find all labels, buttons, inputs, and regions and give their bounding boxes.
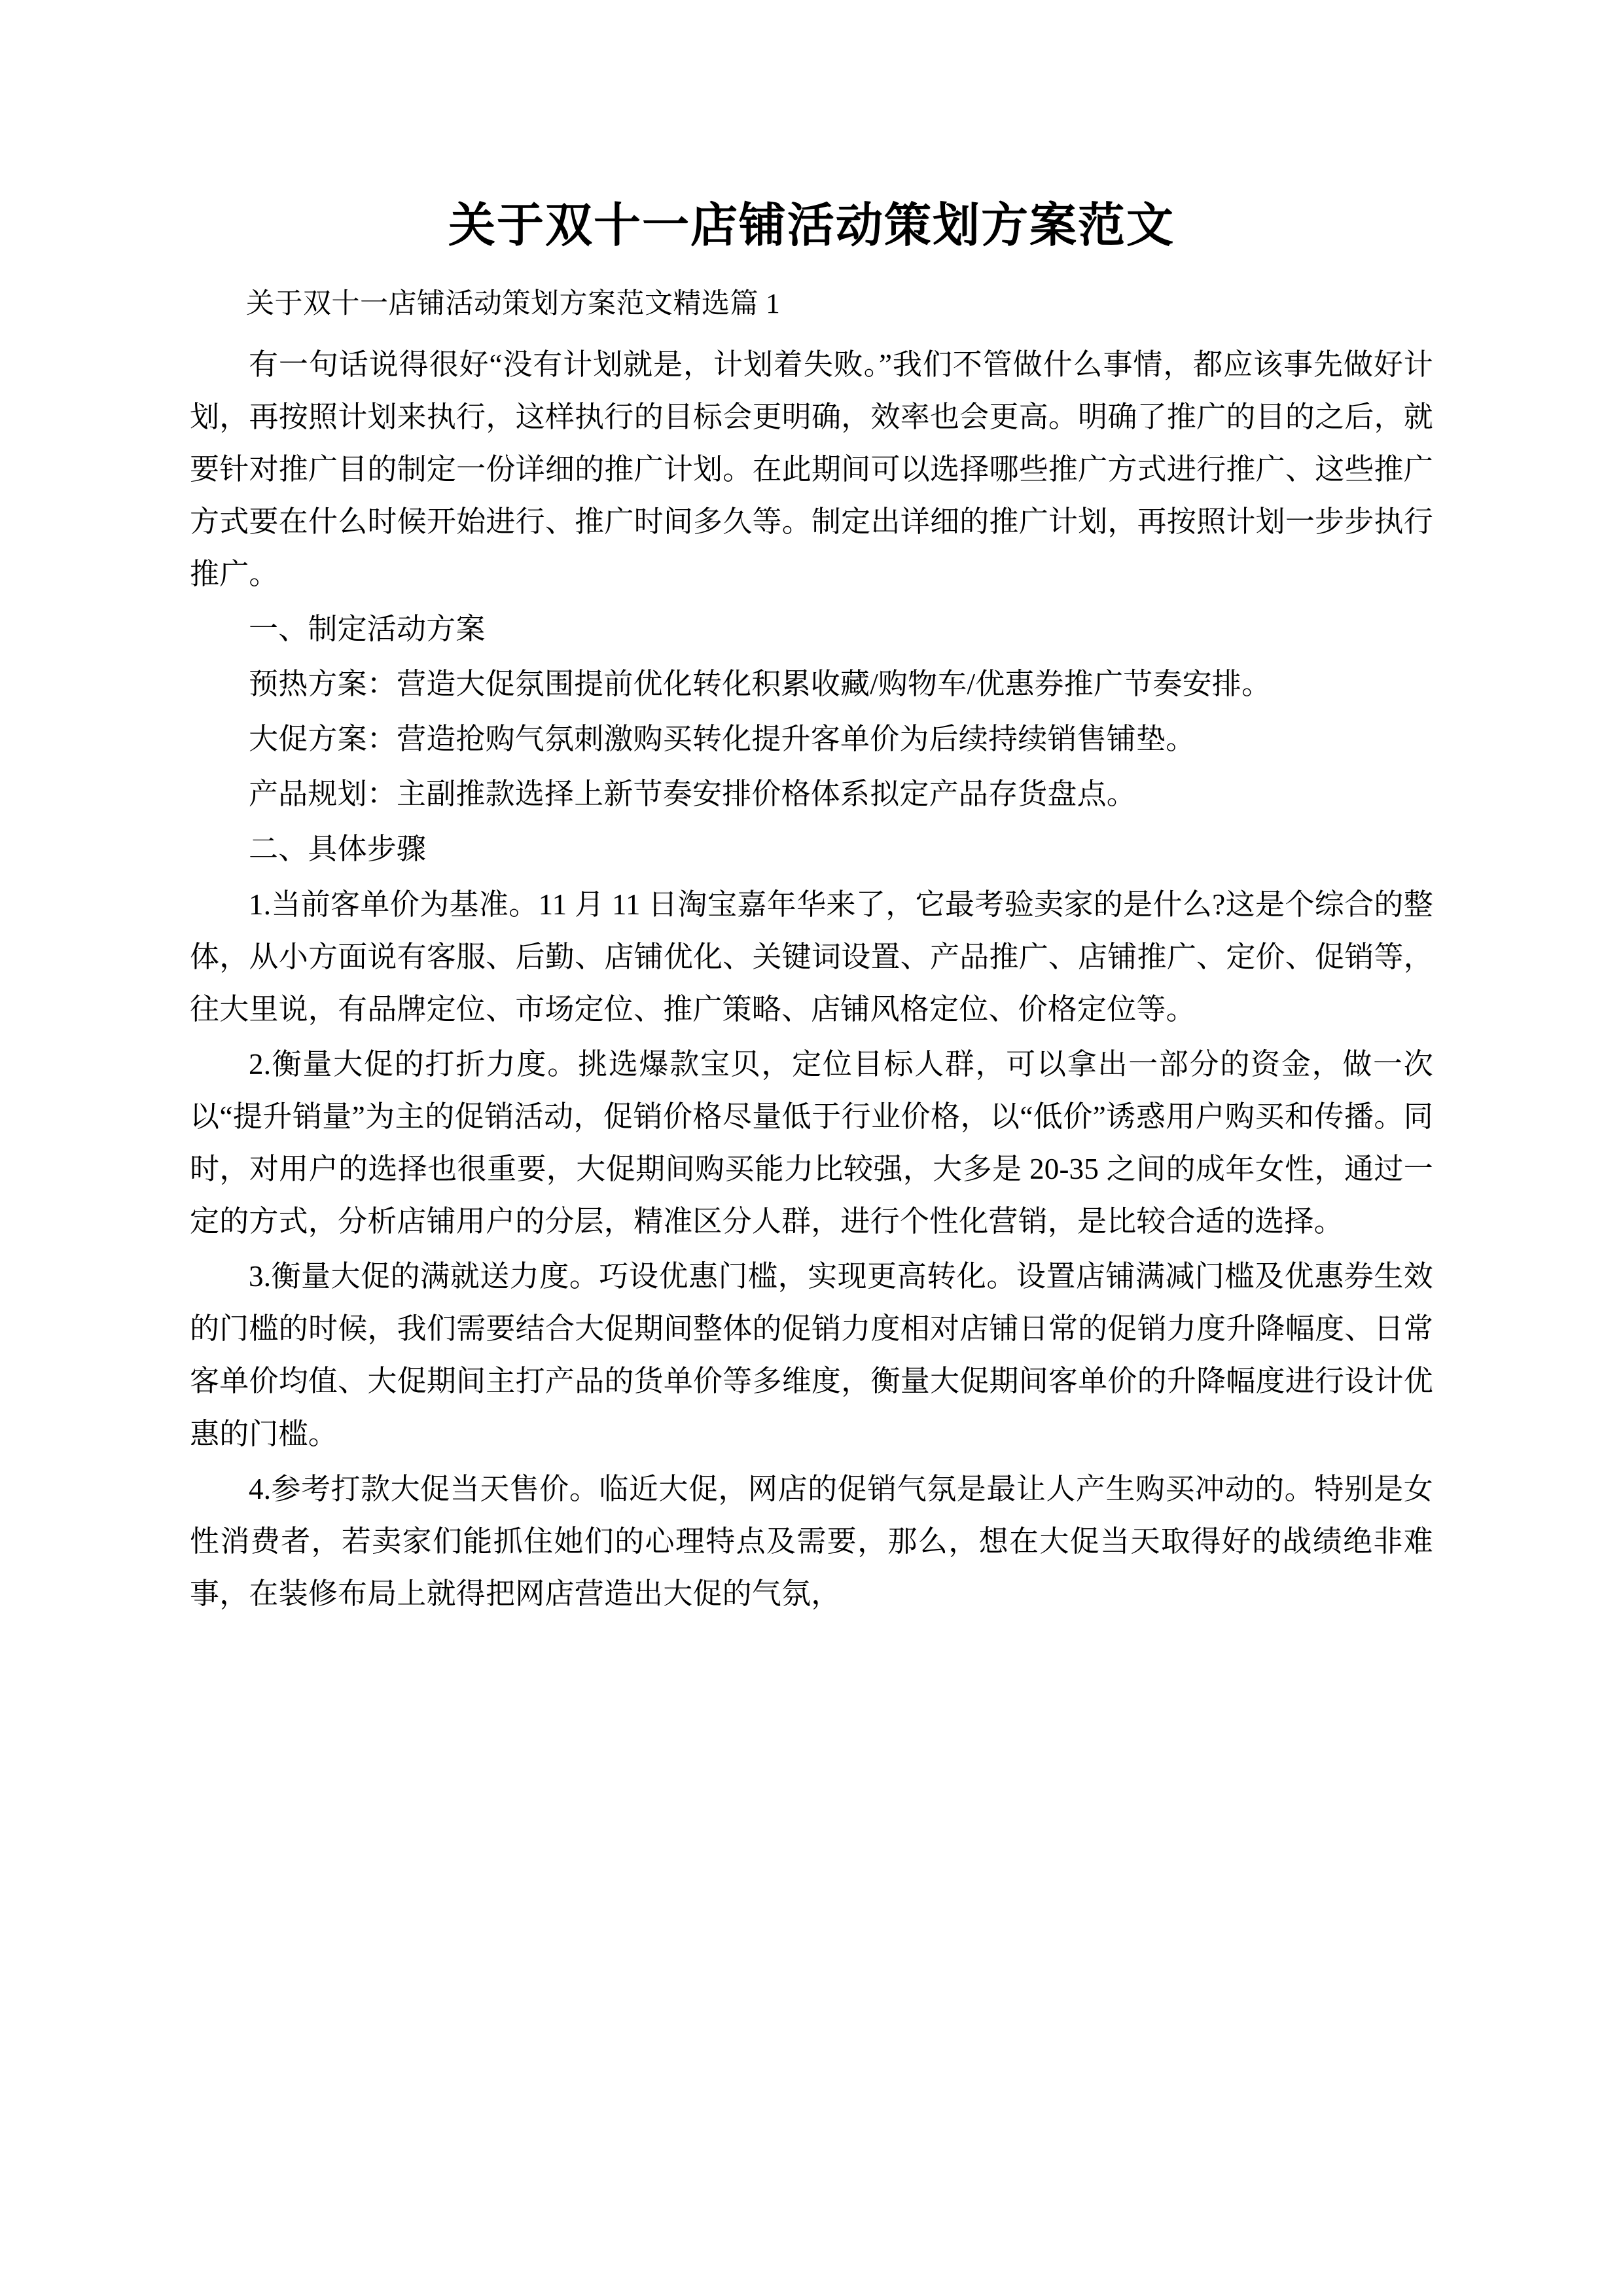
paragraph-preheat-plan: 预热方案：营造大促氛围提前优化转化积累收藏/购物车/优惠券推广节奏安排。 — [249, 668, 1272, 701]
paragraph-product-plan: 产品规划：主副推款选择上新节奏安排价格体系拟定产品存货盘点。 — [249, 778, 1137, 811]
page-title: 关于双十一店铺活动策划方案范文 — [448, 200, 1175, 252]
heading-section-one: 一、制定活动方案 — [249, 613, 486, 646]
paragraph-intro: 有一句话说得很好“没有计划就是，计划着失败。”我们不管做什么事情，都应该事先做好计划，再按照计划来执行，这样执行的目标会更明确，效率也会更高。明确了推广的目的之后，就要针对推广目的制定一份详细的推广计划。在此期间可以选择哪些推广方式进行推广、这些推广方式要在什么时候开始进行、推广时间多久等。制定出详细的推广计划，再按照计划一步步执行推广。 — [190, 348, 1433, 591]
document-subtitle: 关于双十一店铺活动策划方案范文精选篇 1 — [246, 289, 781, 319]
paragraph-step-4: 4.参考打款大促当天售价。临近大促，网店的促销气氛是最让人产生购买冲动的。特别是女性消费者，若卖家们能抓住她们的心理特点及需要，那么，想在大促当天取得好的战绩绝非难事，在装修布局上就得把网店营造出大促的气氛， — [190, 1472, 1433, 1610]
paragraph-promo-plan: 大促方案：营造抢购气氛刺激购买转化提升客单价为后续持续销售铺垫。 — [249, 723, 1196, 756]
paragraph-step-1: 1.当前客单价为基准。11 月 11 日淘宝嘉年华来了，它最考验卖家的是什么?这是个综合的整体，从小方面说有客服、后勤、店铺优化、关键词设置、产品推广、店铺推广、定价、促销等，往大里说，有品牌定位、市场定位、推广策略、店铺风格定位、价格定位等。 — [190, 888, 1433, 1026]
paragraph-step-2: 2.衡量大促的打折力度。挑选爆款宝贝，定位目标人群，可以拿出一部分的资金，做一次以“提升销量”为主的促销活动，促销价格尽量低于行业价格，以“低价”诱惑用户购买和传播。同时，对用户的选择也很重要，大促期间购买能力比较强，大多是 20-35 之间的成年女性，通过一定的方式，分析店铺用户的分层，精准区分人群，进行个性化营销，是比较合适的选择。 — [190, 1047, 1433, 1238]
heading-section-two: 二、具体步骤 — [249, 833, 427, 866]
paragraph-step-3: 3.衡量大促的满就送力度。巧设优惠门槛，实现更高转化。设置店铺满减门槛及优惠券生效的门槛的时候，我们需要结合大促期间整体的促销力度相对店铺日常的促销力度升降幅度、日常客单价均值、大促期间主打产品的货单价等多维度，衡量大促期间客单价的升降幅度进行设计优惠的门槛。 — [190, 1260, 1433, 1450]
